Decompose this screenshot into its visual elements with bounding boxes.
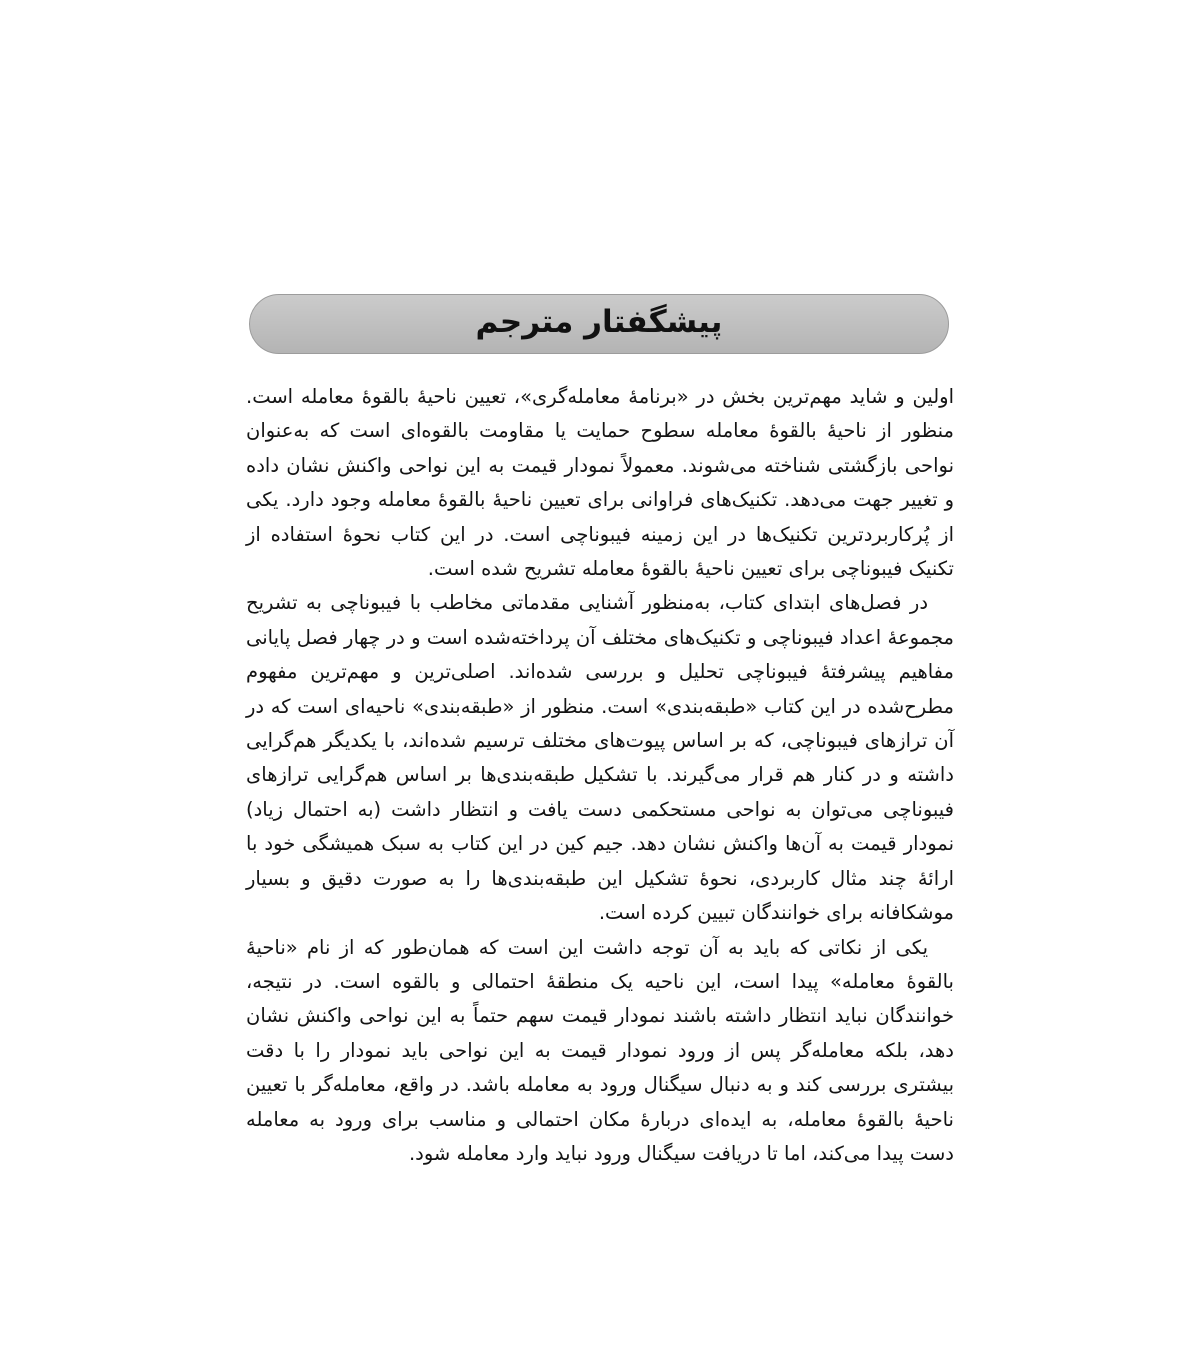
paragraph-3: یکی از نکاتی که باید به آن توجه داشت این است که همان‌طور که از نام «ناحیهٔ بالقوهٔ معامله» پیدا است، این ناحیه یک منطقهٔ احتمالی و بالقوه است. در نتیجه، خوانندگان نباید انتظار داشته باشند نمودار قیمت سهم حتماً به این نواحی واکنش نشان دهد، بلکه معامله‌گر پس از ورود نمودار قیمت به این نواحی باید نمودار را با دقت بیشتری بررسی کند و به دنبال سیگنال ورود به معامله باشد. در واقع، معامله‌گر با تعیین ناحیهٔ بالقوهٔ معامله، به ایده‌ای دربارهٔ مکان احتمالی و مناسب برای ورود به معامله دست پیدا می‌کند، اما تا دریافت سیگنال ورود نباید وارد معامله شود. [246,935,954,1165]
chapter-title-banner [249,294,949,354]
chapter-title: پیشگفتار مترجم [475,303,723,340]
paragraph-1: اولین و شاید مهم‌ترین بخش در «برنامهٔ معامله‌گری»، تعیین ناحیهٔ بالقوهٔ معامله است. منظور از ناحیهٔ بالقوهٔ معامله سطوح حمایت یا مقاومت بالقوه‌ای است که به‌عنوان نواحی بازگشتی شناخته می‌شوند. معمولاً نمودار قیمت به این نواحی واکنش نشان داده و تغییر جهت می‌دهد. تکنیک‌های فراوانی برای تعیین ناحیهٔ بالقوهٔ معامله وجود دارد. یکی از پُرکاربردترین تکنیک‌ها در این زمینه فیبوناچی است. در این کتاب نحوهٔ استفاده از تکنیک فیبوناچی برای تعیین ناحیهٔ بالقوهٔ معامله تشریح شده است. [246,385,954,581]
paragraph-2: در فصل‌های ابتدای کتاب، به‌منظور آشنایی مقدماتی مخاطب با فیبوناچی به تشریح مجموعهٔ اعداد فیبوناچی و تکنیک‌های مختلف آن پرداخته‌شده است و در چهار فصل پایانی مفاهیم پیشرفتهٔ فیبوناچی تحلیل و بررسی شده‌اند. اصلی‌ترین و مهم‌ترین مفهوم مطرح‌شده در این کتاب «طبقه‌بندی» است. منظور از «طبقه‌بندی» ناحیه‌ای است که در آن ترازهای فیبوناچی، که بر اساس پیوت‌های مختلف ترسیم شده‌اند، با یکدیگر هم‌گرایی داشته و در کنار هم قرار می‌گیرند. با تشکیل طبقه‌بندی‌ها بر اساس هم‌گرایی ترازهای فیبوناچی می‌توان به نواحی مستحکمی دست یافت و انتظار داشت (به احتمال زیاد) نمودار قیمت به آن‌ها واکنش نشان دهد. جیم کین در این کتاب به سبک همیشگی خود با ارائهٔ چند مثال کاربردی، نحوهٔ تشکیل این طبقه‌بندی‌ها را به صورت دقیق و بسیار موشکافانه برای خوانندگان تبیین کرده است. [246,591,954,925]
preface-body [246,380,954,1171]
